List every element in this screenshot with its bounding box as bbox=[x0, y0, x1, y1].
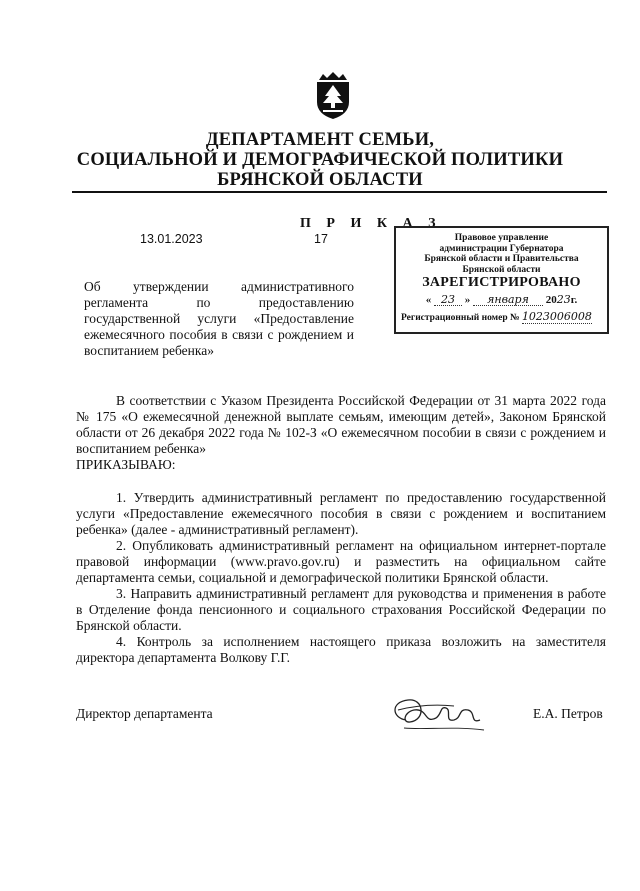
stamp-date-mid: » bbox=[464, 293, 471, 306]
stamp-date-year-suffix: г. bbox=[570, 293, 578, 306]
stamp-date-year: 23 bbox=[556, 292, 571, 306]
order-item-2: 2. Опубликовать административный регламент на официальном интернет-портале правовой информации (www.pravo.gov.ru) и разместить на официальном сайте департамента семьи, социальной и демографической политики Брянской области. bbox=[76, 538, 606, 585]
order-items bbox=[76, 490, 606, 666]
stamp-line-1: Правовое управление bbox=[454, 233, 549, 243]
order-subject: Об утверждении административного регламента по предоставлению государственной услуги «Предоставление ежемесячного пособия в связи с рождением и воспитанием ребенка» bbox=[84, 279, 354, 358]
department-title-line-3: БРЯНСКОЙ ОБЛАСТИ bbox=[217, 170, 423, 190]
order-number: 17 bbox=[314, 232, 328, 246]
order-title: П Р И К А З bbox=[300, 216, 442, 231]
order-date: 13.01.2023 bbox=[140, 232, 203, 246]
order-item-4: 4. Контроль за исполнением настоящего приказа возложить на заместителя директора департамента Волкову Г.Г. bbox=[76, 634, 606, 665]
department-title-line-2: СОЦИАЛЬНОЙ И ДЕМОГРАФИЧЕСКОЙ ПОЛИТИКИ bbox=[76, 150, 564, 170]
preamble: В соответствии с Указом Президента Российской Федерации от 31 марта 2022 года № 175 «О ежемесячной денежной выплате семьям, имеющим детей», Законом Брянской области от 26 декабря 2022 года № 102-З «О ежемесячном пособии в связи с рождением и воспитанием ребенка» bbox=[76, 393, 606, 456]
signatory-name: Е.А. Петров bbox=[533, 706, 603, 721]
stamp-reg-row bbox=[396, 312, 607, 324]
stamp-date bbox=[396, 292, 607, 307]
stamp-date-month: января bbox=[473, 295, 543, 307]
order-item-3: 3. Направить административный регламент для руководства и применения в работе в Отделение фонда пенсионного и социального страхования Российской Федерации по Брянской области. bbox=[76, 586, 606, 633]
stamp-line-3: Брянской области и Правительства bbox=[424, 254, 579, 264]
order-word: ПРИКАЗЫВАЮ: bbox=[76, 457, 176, 472]
stamp-registered: ЗАРЕГИСТРИРОВАНО bbox=[422, 275, 581, 290]
stamp-reg-label: Регистрационный номер № bbox=[401, 313, 520, 323]
stamp-line-2: администрации Губернатора bbox=[439, 243, 564, 254]
stamp-line-4: Брянской области bbox=[462, 264, 541, 275]
registration-stamp bbox=[394, 226, 609, 334]
stamp-date-day: 23 bbox=[434, 295, 462, 307]
signatory-position: Директор департамента bbox=[76, 706, 213, 721]
stamp-date-open: « bbox=[425, 293, 432, 306]
order-body bbox=[76, 393, 606, 473]
department-title-line-1: ДЕПАРТАМЕНТ СЕМЬИ, bbox=[205, 130, 435, 150]
order-item-1: 1. Утвердить административный регламент по предоставлению государственной услуги «Предоставление ежемесячного пособия в связи с рождением и воспитанием ребенка» (далее - административный регламент). bbox=[76, 490, 606, 537]
header-divider bbox=[72, 191, 607, 193]
stamp-date-year-prefix: 20 bbox=[545, 293, 557, 306]
coat-of-arms-icon bbox=[313, 72, 353, 120]
handwritten-signature bbox=[384, 690, 494, 735]
stamp-reg-number: 1023006008 bbox=[521, 310, 592, 323]
